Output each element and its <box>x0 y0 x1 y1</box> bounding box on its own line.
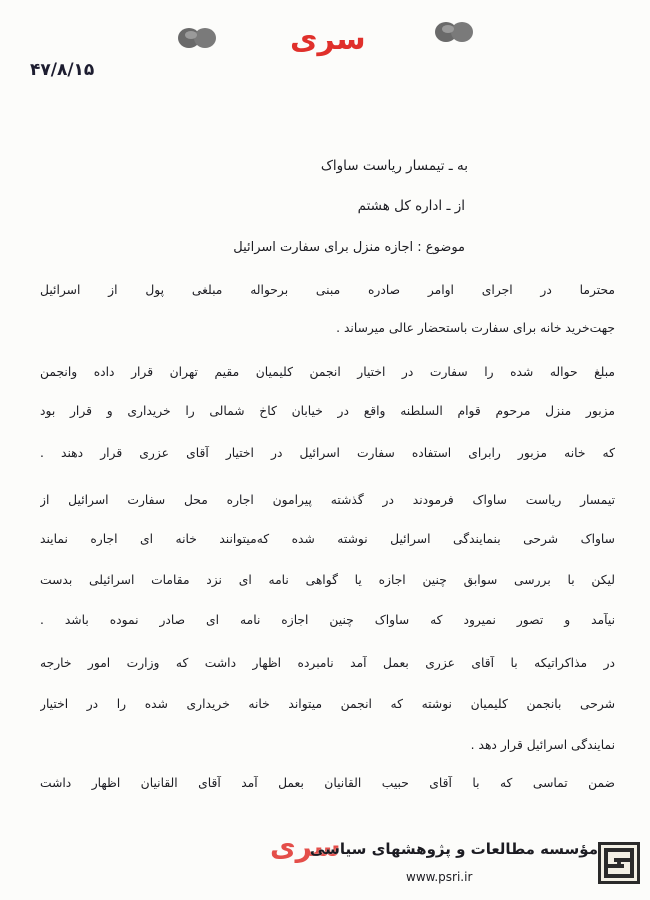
institute-logo-icon <box>598 842 640 884</box>
body-line: که خانه مزبور رابرای استفاده سفارت اسرائیل در اختیار آقای عزری قرار دهند . <box>40 446 615 460</box>
body-line: محترما در اجرای اوامر صادره مبنی برحواله مبلغی پول از اسرائیل <box>40 283 615 297</box>
body-line: نیآمد و تصور نمیرود که ساواک چنین اجازه نامه ای صادر نموده باشد . <box>40 613 615 627</box>
institute-url: www.psri.ir <box>406 870 473 884</box>
body-line: نمایندگی اسرائیل قرار دهد . <box>470 738 615 752</box>
body-line: مزبور منزل مرحوم قوام السلطنه واقع در خیابان کاخ شمالی را خریداری و قرار بود <box>40 404 615 418</box>
punch-hole-right <box>434 20 474 44</box>
body-line: شرحی بانجمن کلیمیان نوشته که انجمن میتواند خانه خریداری شده را در اختیار <box>40 697 615 711</box>
body-line: مبلغ حواله شده را سفارت در اختیار انجمن کلیمیان مقیم تهران قرار داده وانجمن <box>40 365 615 379</box>
classification-stamp-bottom: سری <box>270 830 341 863</box>
body-line: تیمسار ریاست ساواک فرمودند در گذشته پیرامون اجاره محل سفارت اسرائیل از <box>40 493 615 507</box>
document-date: ۴۷/۸/۱۵ <box>30 60 95 80</box>
body-line: ساواک شرحی بنمایندگی اسرائیل نوشته شده که‌میتوانند خانه ای اجاره نمایند <box>40 532 615 546</box>
subject-line: موضوع : اجازه منزل برای سفارت اسرائیل <box>233 240 465 255</box>
body-line: لیکن با بررسی سوابق چنین اجازه یا گواهی نامه ای نزد مقامات اسرائیلی بدست <box>40 573 615 587</box>
body-line: در مذاکراتیکه با آقای عزری بعمل آمد نامبرده اظهار داشت که وزارت امور خارجه <box>40 656 615 670</box>
sender-line: از ـ اداره کل هشتم <box>357 198 465 214</box>
watermark-footer <box>309 840 598 884</box>
institute-name: مؤسسه مطالعات و پژوهشهای سیاسی <box>309 840 598 858</box>
body-line: ضمن تماسی که با آقای حبیب القانیان بعمل آمد آقای القانیان اظهار داشت <box>40 776 615 790</box>
punch-hole-left <box>177 26 217 50</box>
recipient-line: به ـ تیمسار ریاست ساواک <box>320 158 468 174</box>
body-line: جهت‌خرید خانه برای سفارت باستحضار عالی میرساند . <box>336 321 615 335</box>
classification-stamp-top: سری <box>290 22 366 57</box>
